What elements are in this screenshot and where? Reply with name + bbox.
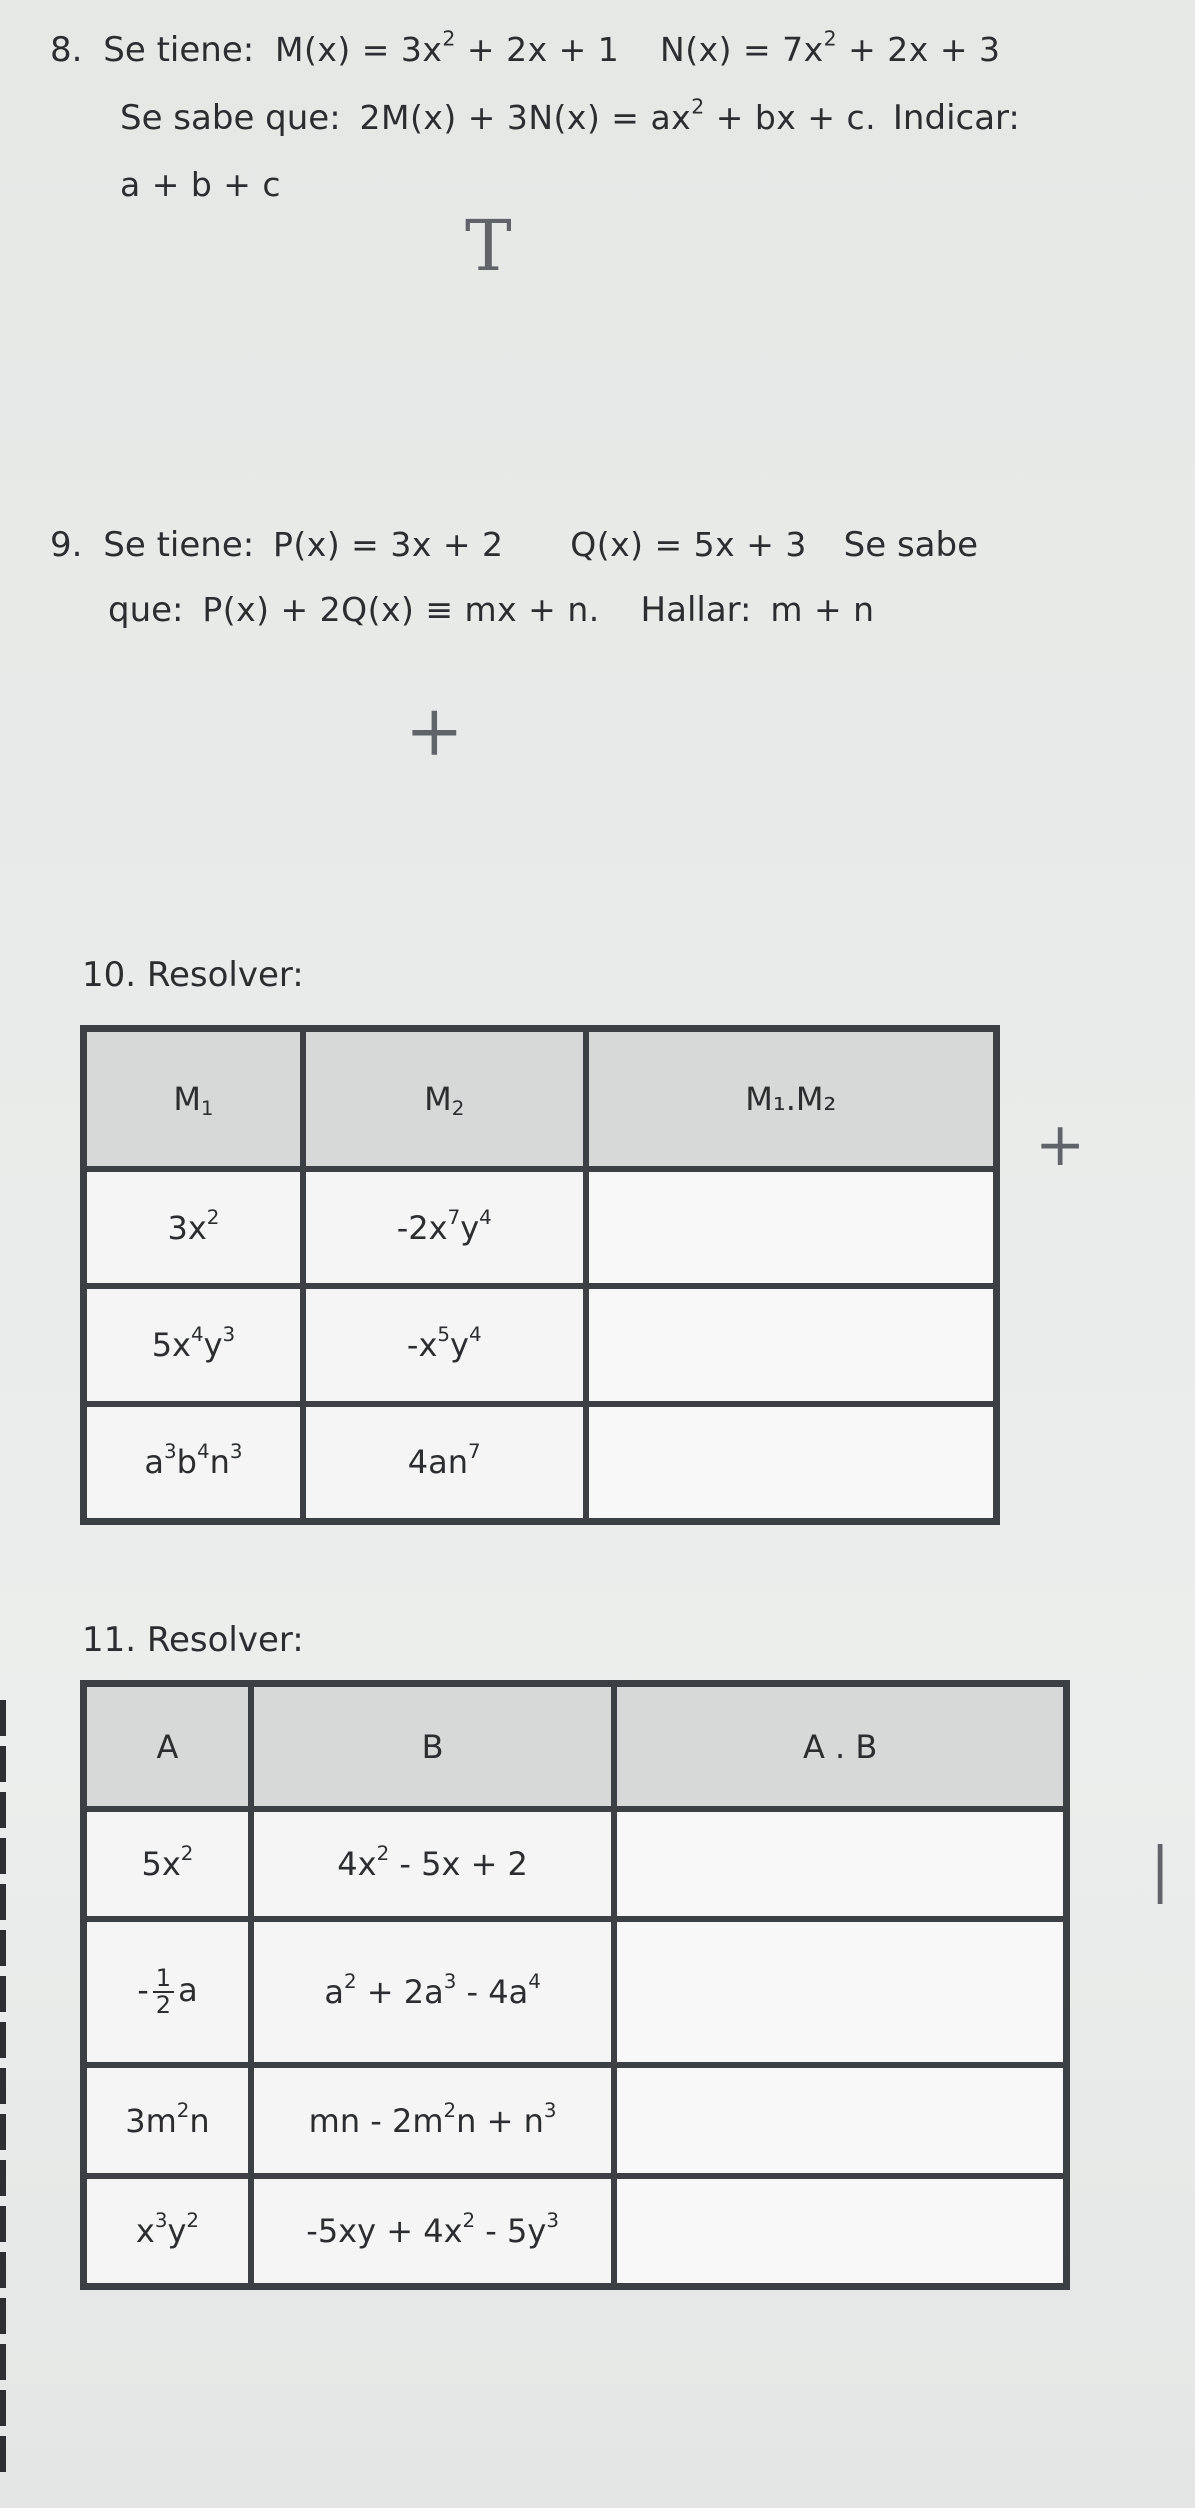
table11-row1-b: $4x^2 - 5x + 2$ [251, 1809, 614, 1919]
problem-9-line2-lead: que: [108, 590, 184, 630]
problem-10-title: 10. Resolver: [82, 955, 304, 995]
problem-9-equation: P(x) + 2Q(x) ≡ mx + n. [202, 590, 600, 629]
problem-11-table [80, 1680, 1070, 2290]
problem-8-line-1 [50, 26, 1001, 70]
table10-row3-m2: $4an^7$ [303, 1404, 586, 1521]
problem-8-lead: Se tiene: [103, 30, 255, 70]
table11-row3-answer-cell[interactable] [614, 2065, 1066, 2175]
problem-9-line2-tail: Hallar: [640, 590, 752, 630]
header-m1: $M_1$ [84, 1029, 303, 1169]
table11-row2-answer-cell[interactable] [614, 1919, 1066, 2065]
problem-9-p-def: P(x) = 3x + 2 [273, 525, 504, 564]
problem-8-line2-lead: Se sabe que: [120, 98, 341, 138]
header-a-b: A . B [614, 1684, 1066, 1809]
table10-row1-m1: $3x^2$ [84, 1169, 303, 1286]
header-a: A [84, 1684, 251, 1809]
table11-row3-a: $3m^2n$ [84, 2065, 251, 2175]
header-b: B [251, 1684, 614, 1809]
table10-row1-m2: $-2x^7y^4$ [303, 1169, 586, 1286]
table11-row4-a: $x^3y^2$ [84, 2176, 251, 2286]
handwritten-plus-mark-2: + [1035, 1110, 1086, 1180]
handwritten-plus-mark: + [405, 690, 464, 772]
problem-8-ask: a + b + c [120, 165, 282, 204]
fraction: $\frac{1}{2}$ [153, 1966, 174, 2018]
table11-row1-answer-cell[interactable] [614, 1809, 1066, 1919]
handwritten-bar-mark: | [1150, 1835, 1171, 1905]
table11-row3-b: mn - $2m^2n + n^3$ [251, 2065, 614, 2175]
problem-9-q-def: Q(x) = 5x + 3 [570, 525, 807, 564]
problem-9-lead: Se tiene: [103, 525, 255, 565]
problem-8-equation: $2M(x) + 3N(x) = ax^2$ + bx + c. [359, 94, 877, 137]
problem-8-m-def: $M(x) = 3x^2 + 2x + 1$ [275, 26, 620, 69]
table11-row2-b: $a^2 + 2a^3 - 4a^4$ [251, 1919, 614, 2065]
table11-row1-a: $5x^2$ [84, 1809, 251, 1919]
table11-row4-b: $-5xy + 4x^2 - 5y^3$ [251, 2176, 614, 2286]
problem-9-line-1 [50, 525, 978, 565]
problem-9-ask: m + n [770, 590, 875, 629]
header-m2: $M_2$ [303, 1029, 586, 1169]
header-m1-m2: M₁.M₂ [586, 1029, 996, 1169]
table10-row2-m2: $-x^5y^4$ [303, 1286, 586, 1403]
table10-row1-answer-cell[interactable] [586, 1169, 996, 1286]
table11-row2-a: - $\frac{1}{2}$ a [84, 1919, 251, 2065]
problem-8-line2-tail: Indicar: [892, 98, 1020, 138]
problem-8-number: 8. [50, 30, 83, 70]
table10-row3-m1: $a^3b^4n^3$ [84, 1404, 303, 1521]
problem-8-n-def: $N(x) = 7x^2 + 2x + 3$ [660, 26, 1001, 69]
table10-row2-answer-cell[interactable] [586, 1286, 996, 1403]
table10-row2-m1: $5x^4y^3$ [84, 1286, 303, 1403]
problem-9-line-2 [108, 590, 875, 630]
problem-11-title: 11. Resolver: [82, 1620, 304, 1660]
problem-9-tail: Se sabe [843, 525, 979, 565]
table10-row3-answer-cell[interactable] [586, 1404, 996, 1521]
table11-row4-answer-cell[interactable] [614, 2176, 1066, 2286]
problem-10-table [80, 1025, 1000, 1525]
problem-8-line-2 [120, 94, 1020, 138]
problem-9-number: 9. [50, 525, 83, 565]
binder-edge-line [0, 1700, 6, 2480]
handwritten-t-mark: T [465, 205, 512, 287]
